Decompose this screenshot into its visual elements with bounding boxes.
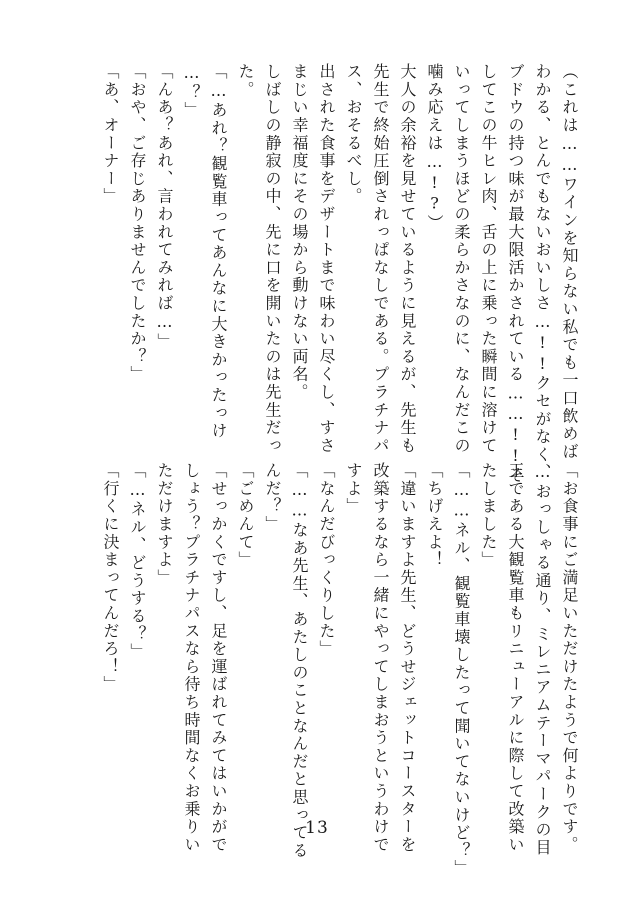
upper-text-line: ス、おそるべし。 [344,63,363,206]
lower-text-line: 「なんだびっくりした」 [317,462,336,658]
upper-text-block [97,63,583,485]
upper-text-line: 出された食事をデザートまで味わい尽くし、すさ [317,63,336,455]
lower-text-line: 「…ネル、どうする？」 [128,462,147,661]
lower-text-line: 「ちげえよ！ [425,462,444,569]
upper-text-line: いってしまうほどの柔らかさなのに、なんだこの [452,63,471,455]
upper-text-line: ブドウの持つ味が最大限活かされている……!!そ [506,63,525,485]
lower-text-line: 改築するなら一緒にやってしまおうというわけで [371,462,390,854]
lower-text-line: 「行くに決まってんだろ！」 [101,462,120,694]
upper-text-line: 「んあ？あれ、言われてみれば…」 [155,63,174,351]
lower-text-line: ただけますよ」 [155,462,174,587]
upper-text-line: 噛み応えは…!?） [425,63,444,233]
page-number: 13 [305,818,329,838]
upper-text-line: 大人の余裕を見せているように見えるが、先生も [398,63,417,455]
upper-text-line: しばしの静寂の中、先に口を開いたのは先生だっ [263,63,282,455]
upper-text-line: まじい幸福度にその場から動けない両名。 [290,63,309,402]
upper-text-line: 先生で終始圧倒されっぱなしである。プラチナパ [371,63,390,455]
lower-text-line: んだ？」 [263,462,282,534]
upper-text-line: 「…あれ？観覧車ってあんなに大きかったっけ [209,63,228,440]
upper-text-line: してこの牛ヒレ肉、舌の上に乗った瞬間に溶けて [479,63,498,455]
lower-text-line: …おっしゃる通り、ミレニアムテーマパークの目 [533,462,552,857]
upper-text-line: た。 [236,63,255,99]
lower-text-line: 「お食事にご満足いただけたようで何よりです。 [560,462,579,854]
lower-text-line: たしました」 [479,462,498,569]
upper-text-line: わかる、とんでもないおいしさ…!!クセがなく、 [533,63,552,482]
upper-text-line: 「おや、ご存じありませんでしたか？」 [128,63,147,384]
upper-text-line: 「あ、オーナー」 [101,63,120,206]
lower-text-line: 「せっかくですし、足を運ばれてみてはいかがで [209,462,228,854]
lower-text-line: 「違いますよ先生、どうせジェットコースターを [398,462,417,854]
lower-text-line: しょう？プラチナパスなら待ち時間なくお乗りい [182,462,201,854]
lower-text-line: 「ごめんて」 [236,462,255,569]
lower-text-line: 「……ネル、観覧車壊したって聞いてないけど？」 [452,462,471,878]
upper-text-line: …？」 [182,63,201,120]
lower-text-line: 「……なあ先生、あたしのことなんだと思ってる [290,462,309,860]
lower-text-block [97,462,583,878]
upper-text-line: （これは……ワインを知らない私でも一口飲めば [560,63,579,461]
lower-text-line: すよ」 [344,462,363,516]
lower-text-line: 玉である大観覧車もリニューアルに際して改築い [506,462,525,854]
